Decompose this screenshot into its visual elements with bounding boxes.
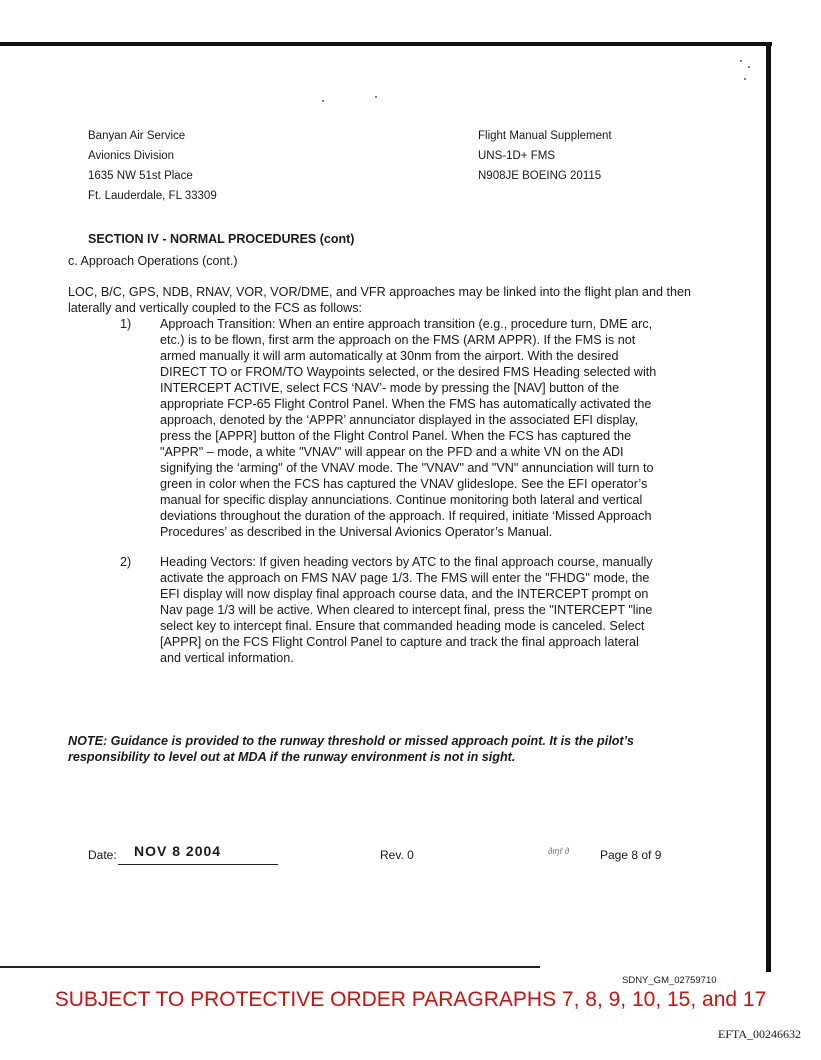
street-address: 1635 NW 51st Place (88, 170, 193, 182)
subsection-heading: c. Approach Operations (cont.) (68, 254, 238, 268)
procedure-body (68, 284, 708, 666)
top-border-rule (0, 42, 772, 46)
aircraft-id: N908JE BOEING 20115 (478, 170, 602, 182)
list-item (68, 316, 708, 540)
handwritten-mark: ∂ιηℓ ∂ (548, 846, 570, 856)
header-left (88, 126, 217, 206)
guidance-note: NOTE: Guidance is provided to the runway threshold or missed approach point. It is the pilot’s responsibility to level out at MDA if the runway environment is not in sight. (68, 734, 634, 764)
date-stamp: NOV 8 2004 (134, 843, 222, 859)
bates-number: SDNY_GM_02759710 (622, 975, 717, 986)
list-item (68, 554, 708, 666)
scan-speck (748, 66, 750, 68)
document-type: Flight Manual Supplement (478, 130, 612, 142)
bottom-rule (0, 966, 540, 968)
item-text: Heading Vectors: If given heading vectors by ATC to the final approach course, manually activate the approach on FMS NAV page 1/3. The FMS will enter the "FHDG" mode, the EFI display will now display final approach course data, and the INTERCEPT prompt on Nav page 1/3 will be active. When cleared to intercept final, press the "INTERCEPT "line select key to intercept final. Ensure that commanded heading mode is canceled. Select [APPR] on the FCS Flight Control Panel to capture and track the final approach lateral and vertical information. (160, 555, 653, 665)
scan-speck (322, 100, 324, 102)
item-text: Approach Transition: When an entire approach transition (e.g., procedure turn, DME arc, etc.) is to be flown, first arm the approach on the FMS (ARM APPR). If the FMS is not armed manually it will arm automatically at 30nm from the airport. With the desired DIRECT TO or FROM/TO Waypoints selected, or the desired FMS Heading selected with INTERCEPT ACTIVE, select FCS ‘NAV’- mode by pressing the [NAV] button of the appropriate FCP-65 Flight Control Panel. When the FMS has automatically activated the approach, denoted by the ‘APPR’ annunciator displayed in the associated EFI display, press the [APPR] button of the Flight Control Panel. When the FCS has captured the "APPR" – mode, a white "VNAV" will appear on the PFD and a white VN on the ADI signifying the ‘arming" of the VNAV mode. The "VNAV" and "VN" annunciation will turn to green in color when the FCS has captured the VNAV glideslope. See the EFI operator’s manual for specific display annunciations. Continue monitoring both lateral and vertical deviations throughout the duration of the approach. If required, initiate ‘Missed Approach Procedures’ as described in the Universal Avionics Operator’s Manual. (160, 317, 657, 539)
section-title: SECTION IV - NORMAL PROCEDURES (cont) (88, 232, 355, 246)
scan-speck (744, 78, 746, 80)
scan-speck (740, 60, 742, 62)
company-name: Banyan Air Service (88, 130, 186, 142)
right-border-rule (766, 42, 771, 972)
intro-paragraph: LOC, B/C, GPS, NDB, RNAV, VOR, VOR/DME, and VFR approaches may be linked into the flight plan and then laterally and vertically coupled to the FCS as follows: (68, 285, 691, 315)
item-number: 1) (120, 317, 132, 331)
date-underline (118, 864, 278, 865)
header-right (478, 126, 612, 186)
protective-order-banner: SUBJECT TO PROTECTIVE ORDER PARAGRAPHS 7, 8, 9, 10, 15, and 17 (54, 988, 767, 1011)
scan-speck (375, 96, 377, 98)
page-number: Page 8 of 9 (600, 848, 662, 862)
system-model: UNS-1D+ FMS (478, 150, 555, 162)
division-name: Avionics Division (88, 150, 175, 162)
efta-number: EFTA_00246632 (718, 1027, 802, 1041)
item-number: 2) (120, 555, 132, 569)
city-state-zip: Ft. Lauderdale, FL 33309 (88, 190, 217, 202)
date-label: Date: (88, 848, 117, 862)
revision-label: Rev. 0 (380, 848, 414, 862)
